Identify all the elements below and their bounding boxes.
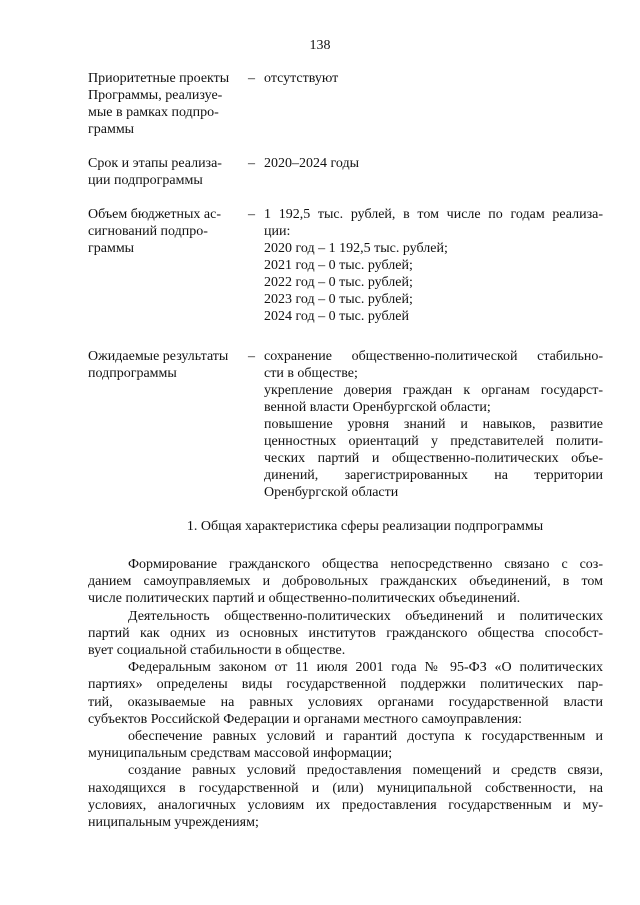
passport-value-line: 2022 год – 0 тыс. рублей; — [264, 275, 413, 290]
passport-value-line: укрепление доверия граждан к органам государст- — [264, 383, 603, 398]
paragraph-line: вует социальной стабильности в обществе. — [88, 643, 346, 659]
passport-value-line: сохранение общественно-политической стабильно- — [264, 349, 603, 364]
passport-row — [88, 70, 603, 138]
passport-value-line: 1 192,5 тыс. рублей, в том числе по годам реализа- — [264, 207, 603, 222]
passport-label: Объем бюджетных ас- сигнований подпро- граммы — [88, 207, 221, 256]
passport-value-line: 2023 год – 0 тыс. рублей; — [264, 292, 413, 307]
passport-value-line: 2024 год – 0 тыс. рублей — [264, 309, 409, 324]
passport-value-line: 2021 год – 0 тыс. рублей; — [264, 258, 413, 273]
paragraph-line: ниципальным учреждениям; — [88, 815, 259, 831]
paragraph-line: создание равных условий предоставления помещений и средств связи, — [128, 763, 603, 779]
passport-value-line: динений, зарегистрированных на территории — [264, 468, 603, 483]
passport-row — [88, 155, 603, 189]
paragraph-line: субъектов Российской Федерации и органами местного самоуправления: — [88, 711, 523, 727]
paragraph-line: обеспечение равных условий и гарантий доступа к государственным и — [128, 729, 603, 745]
passport-label: Ожидаемые результаты подпрограммы — [88, 349, 229, 381]
passport-value-line: 2020 год – 1 192,5 тыс. рублей; — [264, 241, 448, 256]
passport-value-line: сти в обществе; — [264, 366, 358, 381]
paragraph — [88, 556, 603, 608]
paragraph — [88, 728, 603, 762]
paragraph-line: Деятельность общественно-политических объединений и политических — [128, 608, 603, 624]
passport-dash: – — [248, 156, 255, 171]
paragraph-line: данием самоуправляемых и добровольных гражданских объединений, в том — [88, 574, 603, 590]
passport-value — [264, 70, 603, 138]
section-heading: 1. Общая характеристика сферы реализации подпрограммы — [186, 519, 544, 534]
subprogram-passport — [88, 70, 603, 518]
paragraph-line: числе политических партий и общественно-политических объединений. — [88, 591, 521, 607]
body-text — [88, 556, 603, 831]
passport-dash: – — [248, 71, 255, 86]
paragraph-line: условиях, аналогичных условиям их предоставления государственным и му- — [88, 797, 603, 813]
paragraph-line: тий, оказываемые на равных условиях органами государственной власти — [88, 694, 603, 710]
paragraph-line: муниципальным средствам массовой информации; — [88, 746, 393, 762]
passport-label: Срок и этапы реализа- ции подпрограммы — [88, 156, 222, 188]
passport-value-line: 2020–2024 годы — [264, 156, 360, 171]
passport-value — [264, 348, 603, 501]
passport-dash: – — [248, 349, 255, 364]
paragraph-line: Федеральным законом от 11 июля 2001 года № 95-ФЗ «О политических — [128, 660, 603, 676]
passport-value-line: ческих партий и общественно-политических объе- — [264, 451, 603, 466]
passport-value-line: Оренбургской области — [264, 485, 399, 500]
passport-row — [88, 348, 603, 501]
paragraph-line: находящихся в государственной и (или) муниципальной собственности, на — [88, 780, 603, 796]
paragraph-line: партий как одних из основных институтов гражданского общества способст- — [88, 625, 603, 641]
paragraph — [88, 659, 603, 728]
passport-value-line: ции: — [264, 224, 291, 239]
paragraph-line: партиях» определены виды государственной поддержки политических пар- — [88, 677, 603, 693]
passport-value — [264, 155, 603, 189]
passport-value-line: повышение уровня знаний и навыков, развитие — [264, 417, 603, 432]
passport-dash: – — [248, 207, 255, 222]
passport-label: Приоритетные проекты Программы, реализуе- мые в рамках подпро- граммы — [88, 71, 230, 137]
page-number: 138 — [309, 38, 331, 53]
passport-value-line: отсутствуют — [264, 71, 339, 86]
passport-row — [88, 206, 603, 325]
paragraph — [88, 762, 603, 831]
passport-value-line: ценностных ориентаций у представителей полити- — [264, 434, 603, 449]
paragraph — [88, 608, 603, 660]
paragraph-line: Формирование гражданского общества непосредственно связано с соз- — [128, 557, 603, 572]
passport-value-line: венной власти Оренбургской области; — [264, 400, 491, 415]
passport-value — [264, 206, 603, 325]
